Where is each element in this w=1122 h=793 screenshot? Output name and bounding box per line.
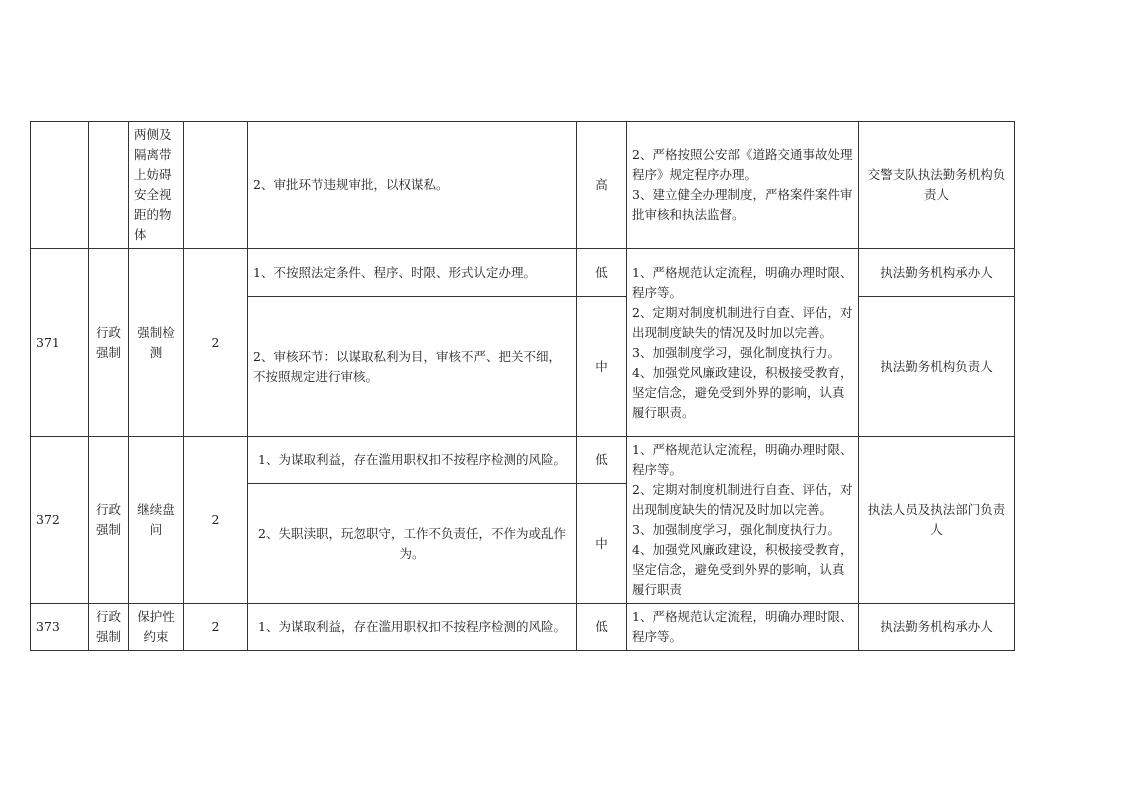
category-cell: 行政强制 [89,437,129,604]
item-cell: 继续盘问 [129,437,184,604]
count-cell: 2 [184,249,248,437]
risk-cell: 2、审核环节：以谋取私利为目，审核不严、把关不细，不按照规定进行审核。 [248,297,577,437]
category-cell: 行政强制 [89,604,129,651]
count-cell: 2 [184,604,248,651]
risk-table [30,121,1015,651]
owner-cell: 执法勤务机构负责人 [859,297,1015,437]
risk-cell: 1、为谋取利益，存在滥用职权扣不按程序检测的风险。 [248,604,577,651]
measure-line: 2、严格按照公安部《道路交通事故处理程序》规定程序办理。 [632,147,853,182]
category-cell [89,122,129,249]
risk-level-cell: 低 [577,437,627,484]
measure-line: 4、加强党风廉政建设，积极接受教育，坚定信念，避免受到外界的影响，认真履行职责。 [632,364,853,420]
measure-line: 1、严格规范认定流程，明确办理时限、程序等。 [632,609,853,644]
count-cell [184,122,248,249]
count-cell: 2 [184,437,248,604]
table-row [31,249,1015,297]
measure-line: 3、加强制度学习，强化制度执行力。 [632,344,840,360]
measure-line: 2、定期对制度机制进行自查、评估，对出现制度缺失的情况及时加以完善。 [632,482,853,517]
risk-level-cell: 低 [577,249,627,297]
table-row [31,604,1015,651]
no-cell: 371 [31,249,89,437]
owner-cell: 执法勤务机构承办人 [859,249,1015,297]
risk-cell: 1、不按照法定条件、程序、时限、形式认定办理。 [248,249,577,297]
risk-level-cell: 中 [577,484,627,604]
owner-cell: 执法人员及执法部门负责人 [859,437,1015,604]
risk-cell: 1、为谋取利益，存在滥用职权扣不按程序检测的风险。 [248,437,577,484]
item-cell: 两侧及隔离带上妨碍安全视距的物体 [129,122,184,249]
risk-level-cell: 高 [577,122,627,249]
measure-line: 1、严格规范认定流程，明确办理时限、程序等。 [632,442,853,477]
measure-line: 1、严格规范认定流程，明确办理时限、程序等。 [632,264,853,300]
risk-level-cell: 中 [577,297,627,437]
no-cell [31,122,89,249]
owner-cell: 交警支队执法勤务机构负责人 [859,122,1015,249]
table-row [31,122,1015,249]
measure-line: 2、定期对制度机制进行自查、评估，对出现制度缺失的情况及时加以完善。 [632,304,853,340]
measure-line: 3、建立健全办理制度，严格案件案件审批审核和执法监督。 [632,187,853,222]
measures-cell [627,437,859,604]
measures-cell [627,122,859,249]
table-row [31,437,1015,484]
item-cell: 强制检测 [129,249,184,437]
no-cell: 372 [31,437,89,604]
item-cell: 保护性约束 [129,604,184,651]
measures-cell [627,249,859,437]
measures-cell [627,604,859,651]
risk-level-cell: 低 [577,604,627,651]
category-cell: 行政强制 [89,249,129,437]
risk-cell: 2、审批环节违规审批，以权谋私。 [248,122,577,249]
measure-line: 3、加强制度学习，强化制度执行力。 [632,522,840,537]
risk-cell: 2、失职渎职，玩忽职守，工作不负责任，不作为或乱作为。 [248,484,577,604]
owner-cell: 执法勤务机构承办人 [859,604,1015,651]
no-cell: 373 [31,604,89,651]
measure-line: 4、加强党风廉政建设，积极接受教育，坚定信念，避免受到外界的影响，认真履行职责 [632,542,853,597]
